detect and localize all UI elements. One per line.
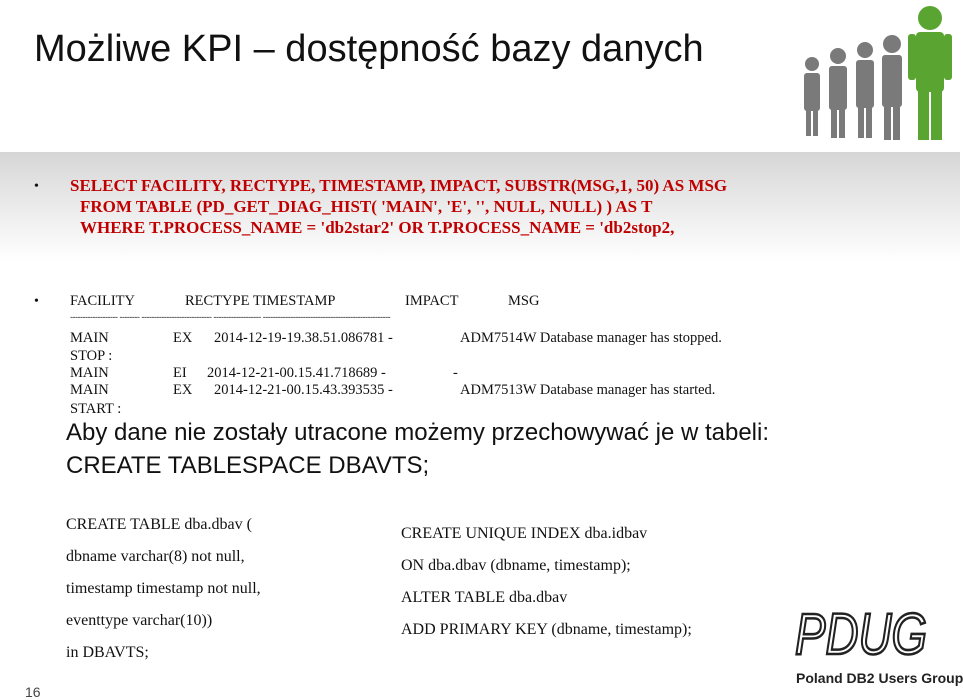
result-cell-timestamp: 2014-12-21-00.15.41.718689 - [207, 365, 386, 381]
code-left-line: timestamp timestamp not null, [66, 580, 261, 597]
result-cell-msg: ADM7514W Database manager has stopped. [460, 330, 722, 346]
result-cell-timestamp: 2014-12-19-19.38.51.086781 - [214, 330, 393, 346]
result-header-msg: MSG [508, 293, 540, 309]
code-left-line: dbname varchar(8) not null, [66, 548, 245, 565]
result-cell-continuation: STOP : [70, 348, 113, 364]
result-header-facility: FACILITY [70, 293, 135, 309]
bullet-marker: • [34, 179, 39, 194]
pdug-logo [793, 600, 963, 695]
code-right-line: ALTER TABLE dba.dbav [401, 589, 568, 606]
result-header-rectype-timestamp: RECTYPE TIMESTAMP [185, 293, 336, 309]
code-right-line: ADD PRIMARY KEY (dbname, timestamp); [401, 621, 692, 638]
result-cell-rectype: EX [173, 330, 193, 346]
result-cell-msg: - [453, 365, 458, 381]
sql-line: SELECT FACILITY, RECTYPE, TIMESTAMP, IMPACT, SUBSTR(MSG,1, 50) AS MSG [70, 176, 728, 195]
sql-query [70, 175, 870, 238]
code-left-line: CREATE TABLE dba.dbav ( [66, 516, 252, 533]
code-left-line: eventtype varchar(10)) [66, 612, 213, 629]
result-cell-continuation: START : [70, 401, 122, 417]
code-right-line: ON dba.dbav (dbname, timestamp); [401, 557, 631, 574]
code-left-line: in DBAVTS; [66, 644, 149, 661]
pdug-logo-wordmark: PDUG [795, 602, 927, 667]
result-cell-msg: ADM7513W Database manager has started. [460, 382, 716, 398]
note-line: CREATE TABLESPACE DBAVTS; [66, 452, 430, 479]
result-cell-rectype: EI [173, 365, 187, 381]
pdug-logo-mark [793, 600, 933, 667]
note-line: Aby dane nie zostały utracone możemy przechowywać je w tabeli: [66, 419, 770, 446]
result-cell-facility: MAIN [70, 330, 109, 346]
slide-number: 16 [25, 684, 41, 700]
people-graphic-icon [790, 0, 960, 140]
slide-title: Możliwe KPI – dostępność bazy danych [34, 28, 704, 70]
bullet-marker: • [34, 294, 39, 309]
code-right-line: CREATE UNIQUE INDEX dba.idbav [401, 525, 648, 542]
pdug-logo-subtitle: Poland DB2 Users Group [796, 670, 963, 686]
result-cell-rectype: EX [173, 382, 193, 398]
sql-line: FROM TABLE (PD_GET_DIAG_HIST( 'MAIN', 'E', '', NULL, NULL) ) AS T [80, 197, 653, 216]
storage-note [66, 416, 926, 482]
result-cell-facility: MAIN [70, 382, 109, 398]
result-cell-timestamp: 2014-12-21-00.15.43.393535 - [214, 382, 393, 398]
sql-line: WHERE T.PROCESS_NAME = 'db2star2' OR T.PROCESS_NAME = 'db2stop2, [80, 218, 675, 237]
result-header-impact: IMPACT [405, 293, 459, 309]
result-cell-facility: MAIN [70, 365, 109, 381]
result-separator: ------------------- -------- ---------------------------- ------------------- --------------------------------------------------- [70, 312, 391, 322]
